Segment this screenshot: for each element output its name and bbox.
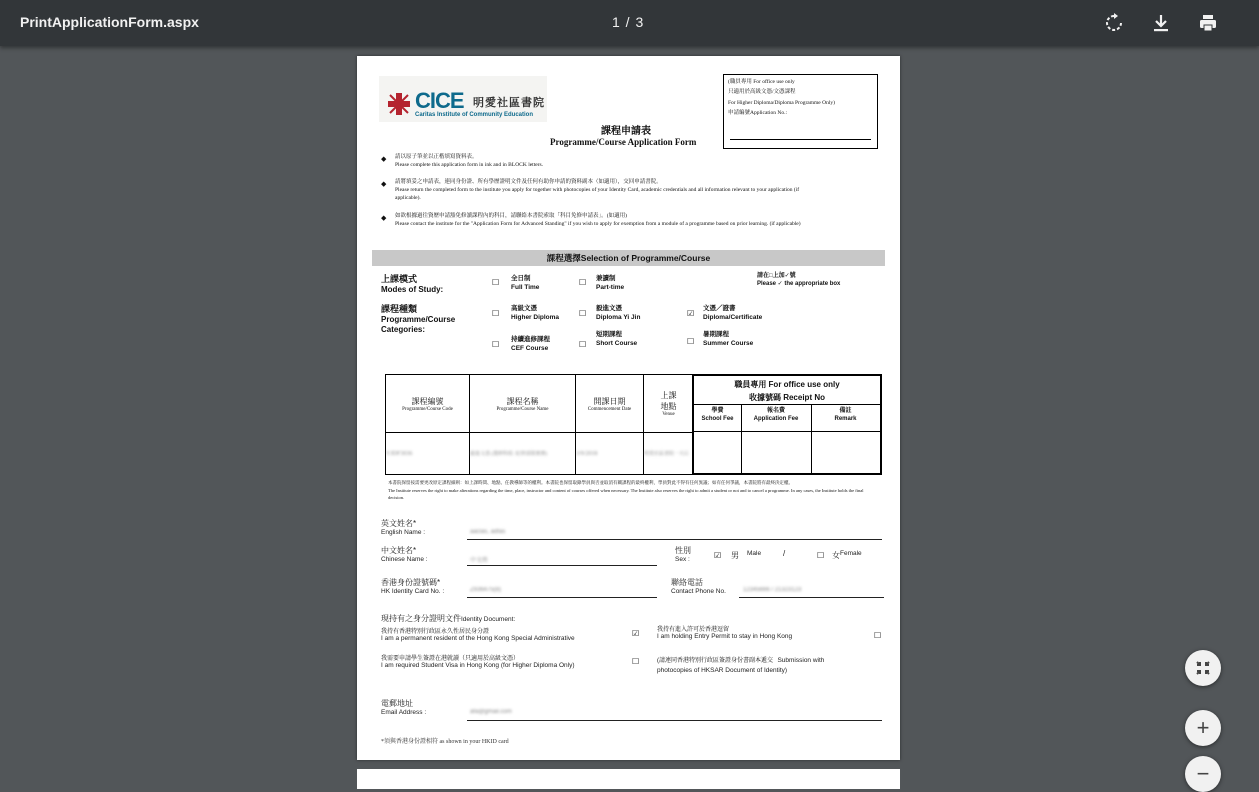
sex-separator: / — [783, 549, 786, 558]
hkid-footnote: *須與香港身份證相符 as shown in your HKID card — [381, 739, 509, 745]
cice-logo — [379, 76, 547, 122]
instruction-bullet: ◆ 請以原子筆並以正楷填寫資料表。 Please complete this application form in ink and in BLOCK letters. — [381, 154, 544, 168]
logo-name-zh: 明愛社區書院 — [473, 97, 545, 109]
permanent-resident-option: 我持有香港特別行政區永久性居民身分證 I am a permanent resident of the Hong Kong Special Administrative — [381, 629, 575, 642]
english-name-line — [467, 539, 882, 540]
table-row — [386, 433, 694, 475]
fit-page-button[interactable] — [1185, 650, 1221, 686]
logo-name-en: Caritas Institute of Community Education — [415, 112, 534, 118]
print-icon[interactable] — [1196, 11, 1220, 35]
header-venue: 上課地點 Venue — [644, 375, 694, 433]
course-table — [385, 374, 694, 475]
selection-header: 課程選擇Selection of Programme/Course — [372, 250, 885, 266]
document-note: (請連同香港特別行政區簽證身份書副本遞交 Submission with photocopies of HKSAR Document of Identity) — [657, 657, 825, 674]
school-fee-header: 學費 School Fee — [701, 408, 734, 423]
remark-header: 備註 Remark — [834, 408, 857, 423]
diploma-yi-jin-checkbox[interactable]: ☐ — [579, 309, 587, 318]
short-course-checkbox[interactable]: ☐ — [579, 340, 587, 349]
identity-document-label: 現持有之身分證明文件Identity Document: — [381, 614, 516, 623]
office-box-line: 申請編號Application No.: — [728, 110, 787, 117]
part-time-checkbox[interactable]: ☐ — [579, 278, 587, 287]
student-visa-option: 我需要申請學生簽證在港就讀（只適用於高級文憑） I am required Student Visa in Hong Kong (for Higher Diploma Only) — [381, 656, 575, 669]
office-box-line: 只適用於高級文憑/文憑課程 — [728, 89, 796, 96]
entry-permit-checkbox[interactable]: ☐ — [874, 631, 882, 640]
application-no-line — [730, 139, 871, 140]
short-course-label: 短期課程 Short Course — [596, 331, 638, 347]
office-use-heading: 職員專用 For office use only — [734, 380, 840, 389]
full-time-checkbox[interactable]: ☐ — [492, 278, 500, 287]
summer-course-label: 暑期課程 Summer Course — [703, 331, 754, 347]
venue-cell: 明愛社區書院一天后 — [644, 433, 694, 475]
divider — [694, 404, 880, 405]
contact-phone-label: 聯絡電話 Contact Phone No. — [671, 578, 726, 595]
female-label-zh: 女 — [832, 551, 840, 560]
commencement-date-cell: 3/9/2018 — [576, 433, 644, 475]
male-checkbox[interactable]: ☑ — [714, 551, 722, 560]
tick-instruction: 請在□上加✓號 Please ✓ the appropriate box — [757, 273, 841, 288]
female-checkbox[interactable]: ☐ — [817, 551, 825, 560]
office-use-box — [723, 74, 878, 149]
instruction-bullet: ◆ 如欲根據過往資歷申請豁免修讀課程內的科目，請聯絡本書院索取「科目免修申請表」。(如適用) Please contact the institute for the "Application Form for Advanced Standing" if you wish to apply for exemption from a module of a programme based on prior learning. (if applicable) — [381, 213, 801, 227]
office-box-line: (職員專用 For office use only — [728, 79, 795, 85]
logo-brand: CICE — [415, 88, 464, 113]
male-label-zh: 男 — [731, 551, 739, 560]
cef-course-label: 持續進修課程 CEF Course — [511, 336, 550, 352]
office-box-line: For Higher Diploma/Diploma Programme Only) — [728, 99, 835, 106]
pdf-page — [357, 56, 900, 760]
header-name: 課程名稱 Programme/Course Name — [470, 375, 576, 433]
hkid-line — [467, 597, 657, 598]
higher-diploma-checkbox[interactable]: ☐ — [492, 309, 500, 318]
english-name-value[interactable]: aaclas, adfas — [470, 529, 506, 535]
instruction-bullet: ◆ 請將填妥之申請表，連同身份證、所有學歷證明文件及任何有助你申請的資料副本（如適用），交回申請書院。 Please return the completed form to the institute you apply for together with photocopies of your Identity Card, academic credentials and all information relevant to your application (if applicable). — [381, 179, 800, 201]
application-fee-header: 報名費 Application Fee — [753, 408, 799, 423]
header-code: 課程編號 Programme/Course Code — [386, 375, 470, 433]
chinese-name-label: 中文姓名* Chinese Name : — [381, 546, 428, 563]
modes-label: 上課模式 Modes of Study: — [381, 274, 444, 295]
categories-label: 課程種類 Programme/Course Categories: — [381, 304, 456, 335]
fit-page-icon — [1185, 650, 1221, 686]
full-time-label: 全日制 Full Time — [511, 275, 540, 291]
cef-course-checkbox[interactable]: ☐ — [492, 340, 500, 349]
download-icon[interactable] — [1149, 11, 1173, 35]
zoom-in-button[interactable]: + — [1185, 710, 1221, 746]
pdf-page-2 — [357, 769, 900, 789]
student-visa-checkbox[interactable]: ☐ — [632, 657, 640, 666]
table-header-row — [386, 375, 694, 433]
email-value[interactable]: afa@gmail.com — [470, 709, 512, 715]
office-receipt-table — [692, 374, 882, 475]
diploma-certificate-label: 文憑／證書 Diploma/Certificate — [703, 305, 763, 321]
sex-label: 性別 Sex : — [675, 546, 691, 563]
male-label-en: Male — [747, 550, 762, 557]
email-line — [467, 720, 882, 721]
divider — [694, 431, 880, 432]
bullet-icon: ◆ — [381, 214, 387, 222]
form-title-zh: 課程申請表 — [601, 126, 651, 137]
rotate-icon[interactable] — [1102, 11, 1126, 35]
document-title: PrintApplicationForm.aspx — [20, 14, 199, 30]
form-title-en: Programme/Course Application Form — [550, 137, 697, 147]
chinese-name-value[interactable]: 中文姓 — [470, 558, 489, 564]
higher-diploma-label: 高級文憑 Higher Diploma — [511, 305, 560, 321]
course-name-cell: 毅進文憑 (選修科組: 紀律部隊實務) — [470, 433, 576, 475]
part-time-label: 兼讀制 Part-time — [596, 275, 625, 291]
disclaimer: 本書院保留按需要更改原定課程細則：如上課時間、地點、任教導師等的權利。本書院也保留取錄學員與否並取消有關課程的最終權利，學員對此不得有任何異議；如有任何爭議，本書院將有最終決定權。 The Institute reserves the right to make alterations regarding the time, place, instructor and content of courses offered when necessary. The Institute also reserves the right to admit a student or not and to cancel a programme. In any cases, the Institute holds the final decision. — [388, 480, 864, 500]
contact-phone-value[interactable]: 12345666 / 21323123 — [743, 587, 802, 593]
course-code-cell: YJDF3036 — [386, 433, 470, 475]
pdf-toolbar — [0, 0, 1259, 46]
header-date: 開課日期 Commencement Date — [576, 375, 644, 433]
entry-permit-option: 我持有進入許可於香港逗留 I am holding Entry Permit to stay in Hong Kong — [657, 627, 793, 640]
chinese-name-line — [467, 565, 657, 566]
diploma-certificate-checkbox[interactable]: ☑ — [687, 309, 695, 318]
bullet-icon: ◆ — [381, 155, 387, 163]
page-indicator: 1 / 3 — [612, 14, 645, 30]
email-label: 電郵地址 Email Address : — [381, 699, 427, 716]
hkid-label: 香港身份證號碼* HK Identity Card No. : — [381, 578, 445, 595]
contact-phone-line — [739, 597, 884, 598]
hkid-value[interactable]: Z936475(8) — [470, 587, 502, 593]
zoom-out-button[interactable]: − — [1185, 756, 1221, 792]
female-label-en: Female — [840, 550, 862, 557]
english-name-label: 英文姓名* English Name : — [381, 519, 426, 536]
summer-course-checkbox[interactable]: ☐ — [687, 337, 695, 346]
receipt-no-heading: 收據號碼 Receipt No — [748, 393, 825, 402]
permanent-resident-checkbox[interactable]: ☑ — [632, 629, 640, 638]
bullet-icon: ◆ — [381, 180, 387, 188]
diploma-yi-jin-label: 毅進文憑 Diploma Yi Jin — [596, 305, 641, 321]
caritas-cross-icon — [387, 92, 411, 116]
